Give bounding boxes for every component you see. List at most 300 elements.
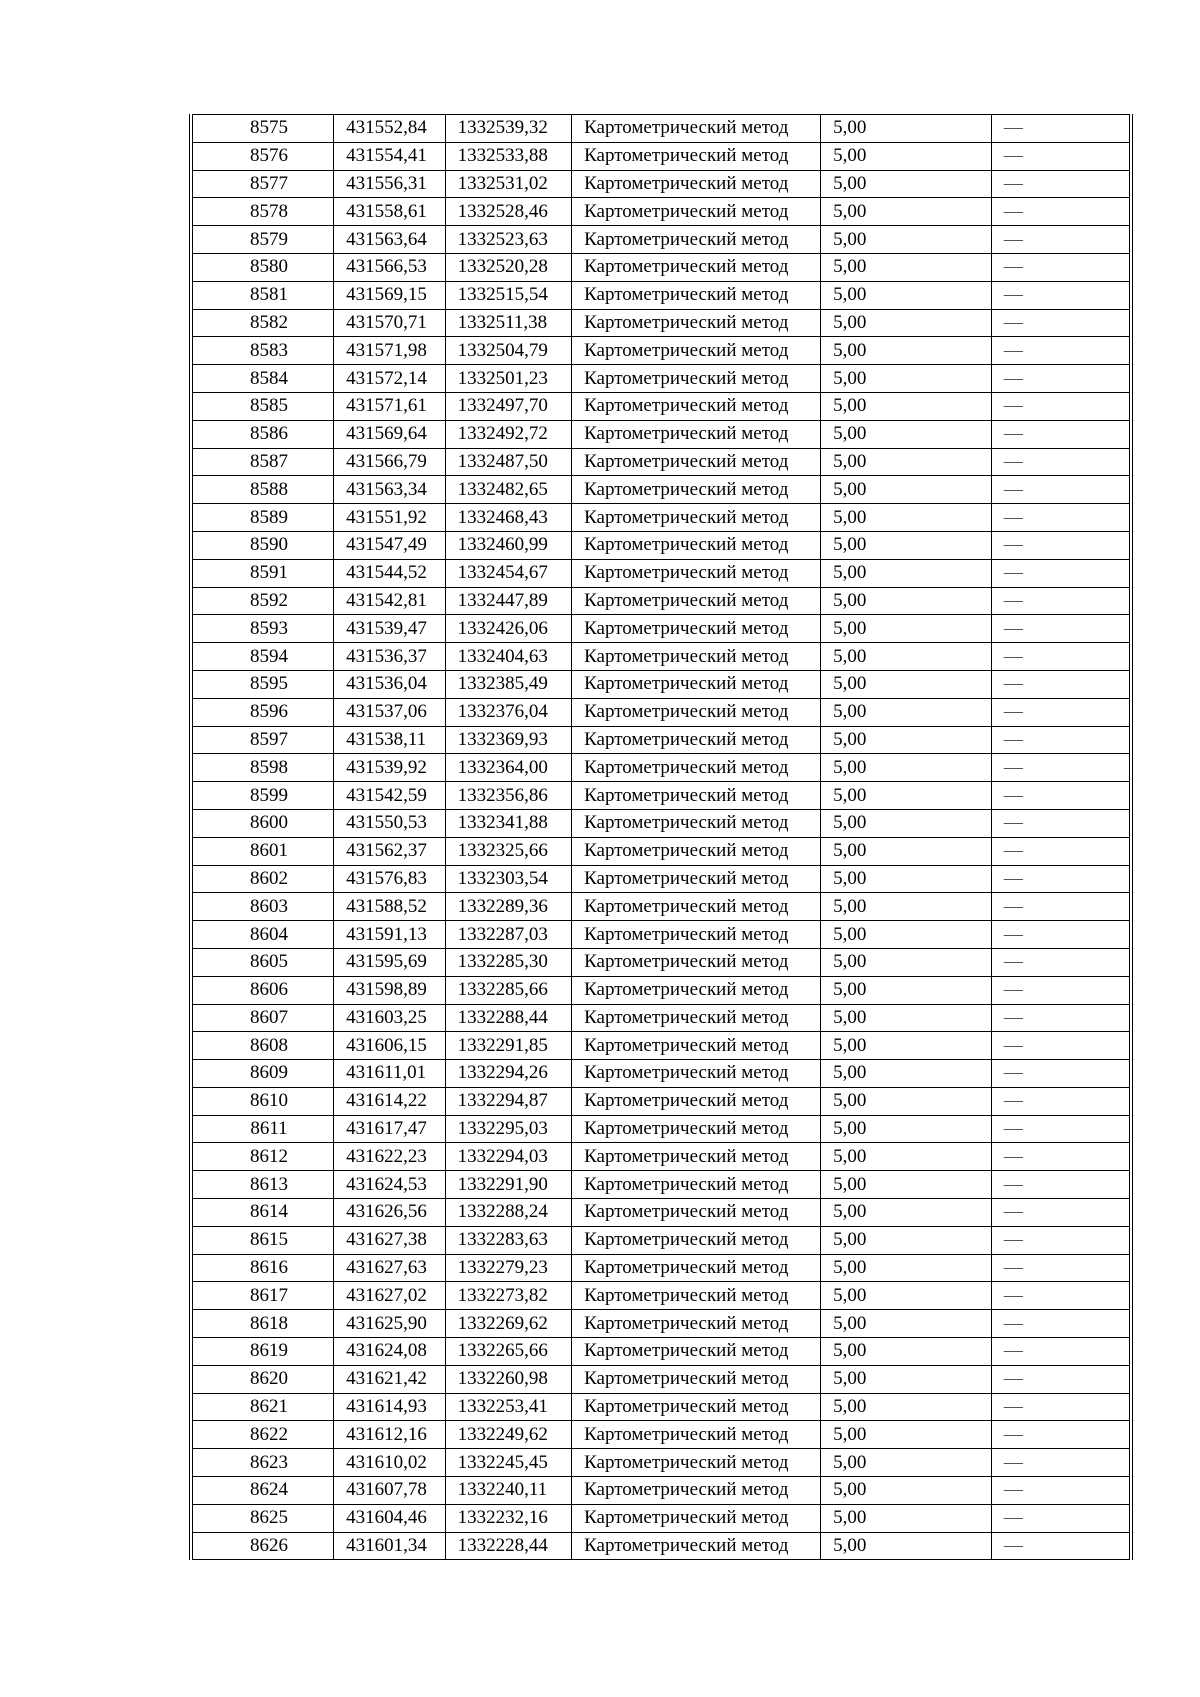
table-row <box>191 337 1131 365</box>
accuracy-cell: 5,00 <box>821 1254 992 1282</box>
point-number-cell: 8588 <box>191 476 334 504</box>
table-row <box>191 865 1131 893</box>
y-coordinate-cell: 1332492,72 <box>445 420 572 448</box>
method-cell: Картометрический метод <box>572 726 821 754</box>
y-coordinate-cell: 1332303,54 <box>445 865 572 893</box>
x-coordinate-cell: 431551,92 <box>334 504 445 532</box>
x-coordinate-cell: 431595,69 <box>334 948 445 976</box>
x-coordinate-cell: 431536,04 <box>334 670 445 698</box>
x-coordinate-cell: 431611,01 <box>334 1060 445 1088</box>
x-coordinate-cell: 431566,79 <box>334 448 445 476</box>
point-number-cell: 8595 <box>191 670 334 698</box>
table-row <box>191 587 1131 615</box>
table-row <box>191 420 1131 448</box>
point-number-cell: 8582 <box>191 309 334 337</box>
accuracy-cell: 5,00 <box>821 893 992 921</box>
method-cell: Картометрический метод <box>572 281 821 309</box>
description-cell: — <box>991 281 1131 309</box>
method-cell: Картометрический метод <box>572 1199 821 1227</box>
description-cell: — <box>991 392 1131 420</box>
accuracy-cell: 5,00 <box>821 1338 992 1366</box>
point-number-cell: 8613 <box>191 1171 334 1199</box>
description-cell: — <box>991 1477 1131 1505</box>
y-coordinate-cell: 1332520,28 <box>445 253 572 281</box>
x-coordinate-cell: 431539,92 <box>334 754 445 782</box>
description-cell: — <box>991 1254 1131 1282</box>
y-coordinate-cell: 1332364,00 <box>445 754 572 782</box>
y-coordinate-cell: 1332288,24 <box>445 1199 572 1227</box>
y-coordinate-cell: 1332539,32 <box>445 115 572 143</box>
table-row <box>191 921 1131 949</box>
table-row <box>191 1032 1131 1060</box>
point-number-cell: 8580 <box>191 253 334 281</box>
y-coordinate-cell: 1332356,86 <box>445 782 572 810</box>
point-number-cell: 8605 <box>191 948 334 976</box>
method-cell: Картометрический метод <box>572 1477 821 1505</box>
y-coordinate-cell: 1332460,99 <box>445 531 572 559</box>
point-number-cell: 8600 <box>191 809 334 837</box>
method-cell: Картометрический метод <box>572 1226 821 1254</box>
method-cell: Картометрический метод <box>572 1060 821 1088</box>
x-coordinate-cell: 431563,64 <box>334 226 445 254</box>
point-number-cell: 8586 <box>191 420 334 448</box>
y-coordinate-cell: 1332232,16 <box>445 1504 572 1532</box>
table-row <box>191 1477 1131 1505</box>
x-coordinate-cell: 431554,41 <box>334 142 445 170</box>
y-coordinate-cell: 1332447,89 <box>445 587 572 615</box>
y-coordinate-cell: 1332426,06 <box>445 615 572 643</box>
point-number-cell: 8579 <box>191 226 334 254</box>
table-row <box>191 170 1131 198</box>
point-number-cell: 8608 <box>191 1032 334 1060</box>
y-coordinate-cell: 1332295,03 <box>445 1115 572 1143</box>
table-row <box>191 809 1131 837</box>
point-number-cell: 8584 <box>191 365 334 393</box>
method-cell: Картометрический метод <box>572 198 821 226</box>
method-cell: Картометрический метод <box>572 1449 821 1477</box>
method-cell: Картометрический метод <box>572 948 821 976</box>
description-cell: — <box>991 976 1131 1004</box>
y-coordinate-cell: 1332487,50 <box>445 448 572 476</box>
method-cell: Картометрический метод <box>572 392 821 420</box>
y-coordinate-cell: 1332385,49 <box>445 670 572 698</box>
method-cell: Картометрический метод <box>572 837 821 865</box>
table-row <box>191 253 1131 281</box>
table-row <box>191 1310 1131 1338</box>
description-cell: — <box>991 226 1131 254</box>
y-coordinate-cell: 1332341,88 <box>445 809 572 837</box>
description-cell: — <box>991 1060 1131 1088</box>
table-row <box>191 1504 1131 1532</box>
description-cell: — <box>991 1199 1131 1227</box>
method-cell: Картометрический метод <box>572 921 821 949</box>
point-number-cell: 8621 <box>191 1393 334 1421</box>
y-coordinate-cell: 1332228,44 <box>445 1532 572 1560</box>
table-row <box>191 115 1131 143</box>
x-coordinate-cell: 431612,16 <box>334 1421 445 1449</box>
y-coordinate-cell: 1332531,02 <box>445 170 572 198</box>
method-cell: Картометрический метод <box>572 865 821 893</box>
description-cell: — <box>991 1087 1131 1115</box>
x-coordinate-cell: 431624,53 <box>334 1171 445 1199</box>
y-coordinate-cell: 1332501,23 <box>445 365 572 393</box>
y-coordinate-cell: 1332240,11 <box>445 1477 572 1505</box>
x-coordinate-cell: 431558,61 <box>334 198 445 226</box>
description-cell: — <box>991 1143 1131 1171</box>
table-row <box>191 1226 1131 1254</box>
accuracy-cell: 5,00 <box>821 1421 992 1449</box>
description-cell: — <box>991 448 1131 476</box>
y-coordinate-cell: 1332528,46 <box>445 198 572 226</box>
table-row <box>191 1532 1131 1560</box>
description-cell: — <box>991 198 1131 226</box>
accuracy-cell: 5,00 <box>821 309 992 337</box>
table-row <box>191 559 1131 587</box>
description-cell: — <box>991 1171 1131 1199</box>
method-cell: Картометрический метод <box>572 1004 821 1032</box>
accuracy-cell: 5,00 <box>821 865 992 893</box>
x-coordinate-cell: 431610,02 <box>334 1449 445 1477</box>
table-row <box>191 1115 1131 1143</box>
method-cell: Картометрический метод <box>572 476 821 504</box>
method-cell: Картометрический метод <box>572 670 821 698</box>
method-cell: Картометрический метод <box>572 1115 821 1143</box>
method-cell: Картометрический метод <box>572 698 821 726</box>
description-cell: — <box>991 115 1131 143</box>
description-cell: — <box>991 309 1131 337</box>
x-coordinate-cell: 431627,38 <box>334 1226 445 1254</box>
description-cell: — <box>991 921 1131 949</box>
x-coordinate-cell: 431572,14 <box>334 365 445 393</box>
accuracy-cell: 5,00 <box>821 559 992 587</box>
table-row <box>191 670 1131 698</box>
point-number-cell: 8619 <box>191 1338 334 1366</box>
table-row <box>191 1421 1131 1449</box>
description-cell: — <box>991 1004 1131 1032</box>
accuracy-cell: 5,00 <box>821 1115 992 1143</box>
point-number-cell: 8578 <box>191 198 334 226</box>
table-row <box>191 948 1131 976</box>
x-coordinate-cell: 431621,42 <box>334 1365 445 1393</box>
description-cell: — <box>991 1393 1131 1421</box>
point-number-cell: 8622 <box>191 1421 334 1449</box>
description-cell: — <box>991 559 1131 587</box>
y-coordinate-cell: 1332289,36 <box>445 893 572 921</box>
x-coordinate-cell: 431569,15 <box>334 281 445 309</box>
coordinates-table <box>189 114 1133 1560</box>
point-number-cell: 8590 <box>191 531 334 559</box>
x-coordinate-cell: 431576,83 <box>334 865 445 893</box>
method-cell: Картометрический метод <box>572 1254 821 1282</box>
method-cell: Картометрический метод <box>572 1421 821 1449</box>
description-cell: — <box>991 1532 1131 1560</box>
table-row <box>191 198 1131 226</box>
description-cell: — <box>991 476 1131 504</box>
method-cell: Картометрический метод <box>572 1143 821 1171</box>
table-row <box>191 726 1131 754</box>
x-coordinate-cell: 431614,93 <box>334 1393 445 1421</box>
x-coordinate-cell: 431591,13 <box>334 921 445 949</box>
accuracy-cell: 5,00 <box>821 1171 992 1199</box>
accuracy-cell: 5,00 <box>821 1032 992 1060</box>
description-cell: — <box>991 1032 1131 1060</box>
table-row <box>191 504 1131 532</box>
x-coordinate-cell: 431598,89 <box>334 976 445 1004</box>
point-number-cell: 8601 <box>191 837 334 865</box>
accuracy-cell: 5,00 <box>821 365 992 393</box>
description-cell: — <box>991 253 1131 281</box>
y-coordinate-cell: 1332279,23 <box>445 1254 572 1282</box>
accuracy-cell: 5,00 <box>821 587 992 615</box>
table-row <box>191 837 1131 865</box>
x-coordinate-cell: 431547,49 <box>334 531 445 559</box>
method-cell: Картометрический метод <box>572 809 821 837</box>
method-cell: Картометрический метод <box>572 1171 821 1199</box>
x-coordinate-cell: 431536,37 <box>334 643 445 671</box>
method-cell: Картометрический метод <box>572 365 821 393</box>
accuracy-cell: 5,00 <box>821 476 992 504</box>
method-cell: Картометрический метод <box>572 448 821 476</box>
x-coordinate-cell: 431544,52 <box>334 559 445 587</box>
accuracy-cell: 5,00 <box>821 253 992 281</box>
method-cell: Картометрический метод <box>572 142 821 170</box>
method-cell: Картометрический метод <box>572 115 821 143</box>
accuracy-cell: 5,00 <box>821 170 992 198</box>
x-coordinate-cell: 431542,81 <box>334 587 445 615</box>
y-coordinate-cell: 1332294,03 <box>445 1143 572 1171</box>
point-number-cell: 8602 <box>191 865 334 893</box>
accuracy-cell: 5,00 <box>821 921 992 949</box>
accuracy-cell: 5,00 <box>821 392 992 420</box>
accuracy-cell: 5,00 <box>821 698 992 726</box>
x-coordinate-cell: 431571,61 <box>334 392 445 420</box>
x-coordinate-cell: 431627,02 <box>334 1282 445 1310</box>
table-row <box>191 142 1131 170</box>
point-number-cell: 8594 <box>191 643 334 671</box>
table-row <box>191 1254 1131 1282</box>
point-number-cell: 8589 <box>191 504 334 532</box>
description-cell: — <box>991 754 1131 782</box>
y-coordinate-cell: 1332283,63 <box>445 1226 572 1254</box>
method-cell: Картометрический метод <box>572 1032 821 1060</box>
accuracy-cell: 5,00 <box>821 1477 992 1505</box>
point-number-cell: 8607 <box>191 1004 334 1032</box>
table-row <box>191 782 1131 810</box>
point-number-cell: 8597 <box>191 726 334 754</box>
accuracy-cell: 5,00 <box>821 115 992 143</box>
method-cell: Картометрический метод <box>572 1504 821 1532</box>
table-row <box>191 281 1131 309</box>
x-coordinate-cell: 431550,53 <box>334 809 445 837</box>
point-number-cell: 8620 <box>191 1365 334 1393</box>
y-coordinate-cell: 1332265,66 <box>445 1338 572 1366</box>
y-coordinate-cell: 1332533,88 <box>445 142 572 170</box>
description-cell: — <box>991 809 1131 837</box>
y-coordinate-cell: 1332454,67 <box>445 559 572 587</box>
y-coordinate-cell: 1332497,70 <box>445 392 572 420</box>
x-coordinate-cell: 431570,71 <box>334 309 445 337</box>
accuracy-cell: 5,00 <box>821 1143 992 1171</box>
accuracy-cell: 5,00 <box>821 281 992 309</box>
y-coordinate-cell: 1332325,66 <box>445 837 572 865</box>
y-coordinate-cell: 1332245,45 <box>445 1449 572 1477</box>
accuracy-cell: 5,00 <box>821 198 992 226</box>
point-number-cell: 8614 <box>191 1199 334 1227</box>
y-coordinate-cell: 1332504,79 <box>445 337 572 365</box>
accuracy-cell: 5,00 <box>821 1449 992 1477</box>
description-cell: — <box>991 615 1131 643</box>
point-number-cell: 8583 <box>191 337 334 365</box>
accuracy-cell: 5,00 <box>821 1087 992 1115</box>
point-number-cell: 8617 <box>191 1282 334 1310</box>
x-coordinate-cell: 431562,37 <box>334 837 445 865</box>
method-cell: Картометрический метод <box>572 253 821 281</box>
point-number-cell: 8581 <box>191 281 334 309</box>
y-coordinate-cell: 1332511,38 <box>445 309 572 337</box>
point-number-cell: 8626 <box>191 1532 334 1560</box>
description-cell: — <box>991 1226 1131 1254</box>
description-cell: — <box>991 337 1131 365</box>
point-number-cell: 8593 <box>191 615 334 643</box>
point-number-cell: 8610 <box>191 1087 334 1115</box>
point-number-cell: 8603 <box>191 893 334 921</box>
y-coordinate-cell: 1332249,62 <box>445 1421 572 1449</box>
x-coordinate-cell: 431604,46 <box>334 1504 445 1532</box>
method-cell: Картометрический метод <box>572 643 821 671</box>
x-coordinate-cell: 431617,47 <box>334 1115 445 1143</box>
point-number-cell: 8575 <box>191 115 334 143</box>
method-cell: Картометрический метод <box>572 559 821 587</box>
accuracy-cell: 5,00 <box>821 643 992 671</box>
point-number-cell: 8592 <box>191 587 334 615</box>
table-row <box>191 226 1131 254</box>
description-cell: — <box>991 1421 1131 1449</box>
y-coordinate-cell: 1332468,43 <box>445 504 572 532</box>
x-coordinate-cell: 431588,52 <box>334 893 445 921</box>
point-number-cell: 8576 <box>191 142 334 170</box>
x-coordinate-cell: 431622,23 <box>334 1143 445 1171</box>
point-number-cell: 8598 <box>191 754 334 782</box>
x-coordinate-cell: 431606,15 <box>334 1032 445 1060</box>
method-cell: Картометрический метод <box>572 170 821 198</box>
accuracy-cell: 5,00 <box>821 1060 992 1088</box>
x-coordinate-cell: 431538,11 <box>334 726 445 754</box>
accuracy-cell: 5,00 <box>821 615 992 643</box>
table-row <box>191 1199 1131 1227</box>
point-number-cell: 8577 <box>191 170 334 198</box>
accuracy-cell: 5,00 <box>821 976 992 1004</box>
x-coordinate-cell: 431625,90 <box>334 1310 445 1338</box>
description-cell: — <box>991 948 1131 976</box>
table-row <box>191 1060 1131 1088</box>
table-body <box>191 115 1131 1560</box>
x-coordinate-cell: 431626,56 <box>334 1199 445 1227</box>
description-cell: — <box>991 698 1131 726</box>
x-coordinate-cell: 431571,98 <box>334 337 445 365</box>
table-row <box>191 1365 1131 1393</box>
table-row <box>191 309 1131 337</box>
description-cell: — <box>991 504 1131 532</box>
method-cell: Картометрический метод <box>572 420 821 448</box>
description-cell: — <box>991 142 1131 170</box>
x-coordinate-cell: 431542,59 <box>334 782 445 810</box>
description-cell: — <box>991 365 1131 393</box>
y-coordinate-cell: 1332287,03 <box>445 921 572 949</box>
x-coordinate-cell: 431552,84 <box>334 115 445 143</box>
method-cell: Картометрический метод <box>572 1532 821 1560</box>
accuracy-cell: 5,00 <box>821 1365 992 1393</box>
description-cell: — <box>991 1338 1131 1366</box>
description-cell: — <box>991 1365 1131 1393</box>
x-coordinate-cell: 431563,34 <box>334 476 445 504</box>
table-row <box>191 392 1131 420</box>
accuracy-cell: 5,00 <box>821 726 992 754</box>
x-coordinate-cell: 431603,25 <box>334 1004 445 1032</box>
point-number-cell: 8585 <box>191 392 334 420</box>
method-cell: Картометрический метод <box>572 893 821 921</box>
description-cell: — <box>991 1282 1131 1310</box>
table-row <box>191 1449 1131 1477</box>
description-cell: — <box>991 893 1131 921</box>
accuracy-cell: 5,00 <box>821 1226 992 1254</box>
method-cell: Картометрический метод <box>572 1365 821 1393</box>
table-row <box>191 976 1131 1004</box>
accuracy-cell: 5,00 <box>821 1532 992 1560</box>
accuracy-cell: 5,00 <box>821 337 992 365</box>
accuracy-cell: 5,00 <box>821 448 992 476</box>
point-number-cell: 8596 <box>191 698 334 726</box>
point-number-cell: 8624 <box>191 1477 334 1505</box>
method-cell: Картометрический метод <box>572 309 821 337</box>
method-cell: Картометрический метод <box>572 1393 821 1421</box>
description-cell: — <box>991 420 1131 448</box>
x-coordinate-cell: 431614,22 <box>334 1087 445 1115</box>
table-row <box>191 365 1131 393</box>
table-row <box>191 1087 1131 1115</box>
method-cell: Картометрический метод <box>572 615 821 643</box>
accuracy-cell: 5,00 <box>821 754 992 782</box>
point-number-cell: 8618 <box>191 1310 334 1338</box>
x-coordinate-cell: 431627,63 <box>334 1254 445 1282</box>
table-row <box>191 643 1131 671</box>
method-cell: Картометрический метод <box>572 337 821 365</box>
method-cell: Картометрический метод <box>572 1282 821 1310</box>
point-number-cell: 8612 <box>191 1143 334 1171</box>
point-number-cell: 8591 <box>191 559 334 587</box>
description-cell: — <box>991 782 1131 810</box>
accuracy-cell: 5,00 <box>821 1310 992 1338</box>
table-row <box>191 754 1131 782</box>
method-cell: Картометрический метод <box>572 976 821 1004</box>
accuracy-cell: 5,00 <box>821 420 992 448</box>
description-cell: — <box>991 1115 1131 1143</box>
table-row <box>191 1004 1131 1032</box>
method-cell: Картометрический метод <box>572 531 821 559</box>
table-row <box>191 1393 1131 1421</box>
accuracy-cell: 5,00 <box>821 1004 992 1032</box>
description-cell: — <box>991 726 1131 754</box>
y-coordinate-cell: 1332285,30 <box>445 948 572 976</box>
x-coordinate-cell: 431556,31 <box>334 170 445 198</box>
accuracy-cell: 5,00 <box>821 1393 992 1421</box>
y-coordinate-cell: 1332515,54 <box>445 281 572 309</box>
y-coordinate-cell: 1332269,62 <box>445 1310 572 1338</box>
description-cell: — <box>991 531 1131 559</box>
point-number-cell: 8611 <box>191 1115 334 1143</box>
table-row <box>191 1338 1131 1366</box>
description-cell: — <box>991 865 1131 893</box>
y-coordinate-cell: 1332404,63 <box>445 643 572 671</box>
